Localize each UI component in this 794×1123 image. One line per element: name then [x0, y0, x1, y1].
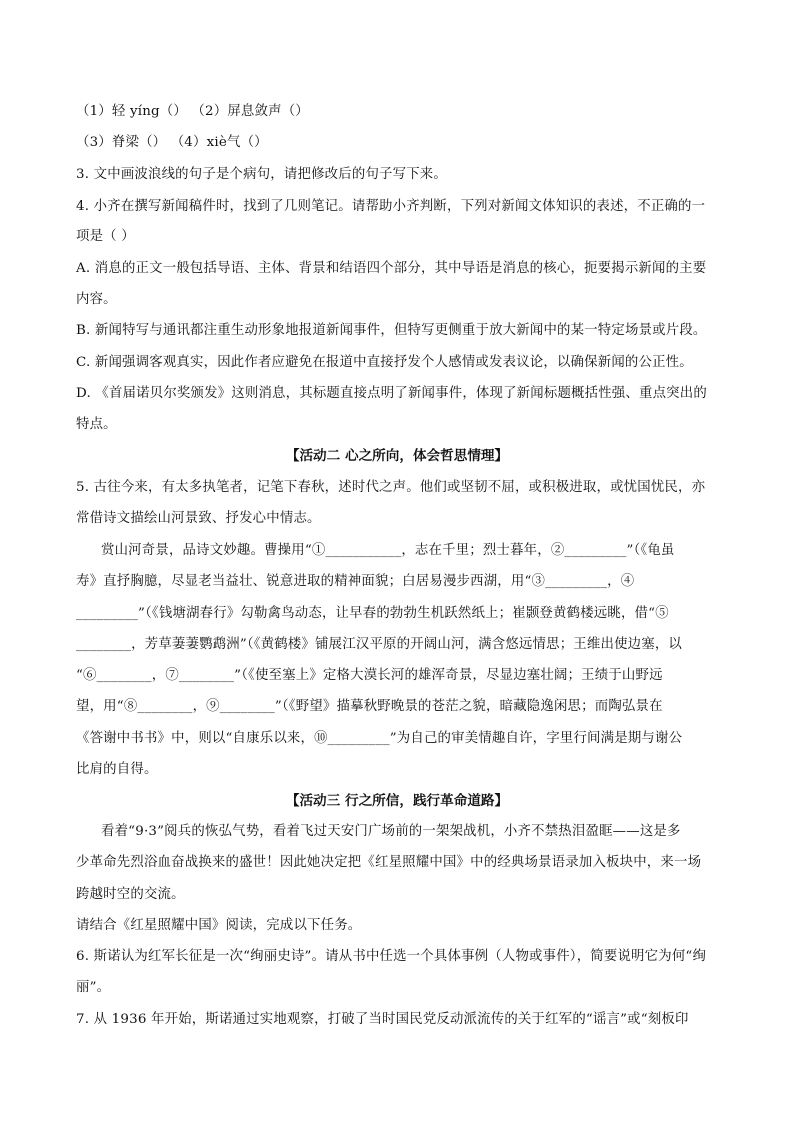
question-4: 4. 小齐在撰写新闻稿件时，找到了几则笔记。请帮助小齐判断，下列对新闻文体知识的表述，不正确的一: [76, 199, 706, 214]
text-line: 请结合《红星照耀中国》阅读，完成以下任务。: [76, 918, 362, 933]
section-heading-activity-3: 【活动三 行之所信，践行革命道路】: [285, 793, 509, 809]
text-line: 丽”。: [76, 980, 111, 995]
text-line: 项是（ ）: [76, 229, 135, 244]
paragraph-line: 望，用“⑧________，⑨________”（《野望》描摹秋野晚景的苍茫之貌，暗藏隐逸闲思；而陶弘景在: [76, 699, 663, 714]
paragraph-line: 看着“9·3”阅兵的恢弘气势，看着飞过天安门广场前的一架架战机，小齐不禁热泪盈眶——这是多: [101, 824, 681, 839]
section-heading-activity-2: 【活动二 心之所向，体会哲思情理】: [285, 448, 509, 464]
paragraph-line: 寿》直抒胸臆，尽显老当益壮、锐意进取的精神面貌；白居易漫步西湖，用“③_________，④: [76, 574, 635, 589]
question-6: 6. 斯诺认为红军长征是一次“绚丽史诗”。请从书中任选一个具体事例（人物或事件），简要说明它为何“绚: [76, 949, 707, 964]
paragraph-line: ________，芳草萋萋鹦鹉洲”（《黄鹤楼》铺展江汉平原的开阔山河，满含悠远情思；王维出使边塞，以: [76, 637, 683, 652]
question-3: 3. 文中画波浪线的句子是个病句，请把修改后的句子写下来。: [76, 167, 447, 182]
paragraph-line: 比肩的自得。: [76, 762, 158, 777]
paragraph-line: 少革命先烈浴血奋战换来的盛世！因此她决定把《红星照耀中国》中的经典场景语录加入板块中，来一场: [76, 855, 702, 870]
paragraph-line: 《答谢中书书》中，则以“自康乐以来，⑩_________”为自己的审美情趣自许，字里行间满是期与谢公: [76, 731, 683, 746]
text-line: 内容。: [76, 292, 117, 307]
question-5: 5. 古往今来，有太多执笔者，记笔下春秋，述时代之声。他们或坚韧不屈，或积极进取，或忧国忧民，亦: [76, 480, 706, 495]
text-line: 常借诗文描绘山河景致、抒发心中情志。: [76, 511, 321, 526]
option-b: B. 新闻特写与通讯都注重生动形象地报道新闻事件，但特写更侧重于放大新闻中的某一特定场景或片段。: [76, 323, 707, 338]
paragraph-line: 跨越时空的交流。: [76, 887, 185, 902]
text-line: 特点。: [76, 417, 117, 432]
question-7: 7. 从 1936 年开始，斯诺通过实地观察，打破了当时国民党反动派流传的关于红军的“谣言”或“刻板印: [76, 1012, 689, 1027]
text-line: （1）轻 yíng（） （2）屏息敛声（）: [76, 104, 309, 119]
paragraph-line: 赏山河奇景，品诗文妙趣。曹操用“①___________，志在千里；烈士暮年，②_________”（《龟虽: [101, 543, 675, 558]
option-c: C. 新闻强调客观真实，因此作者应避免在报道中直接抒发个人感情或发表议论，以确保新闻的公正性。: [76, 355, 693, 370]
paragraph-line: “⑥________，⑦________”（《使至塞上》定格大漠长河的雄浑奇景，尽显边塞壮阔；王绩于山野远: [76, 668, 663, 683]
text-line: （3）脊梁（） （4）xiè气（）: [76, 135, 268, 150]
option-a: A. 消息的正文一般包括导语、主体、背景和结语四个部分，其中导语是消息的核心，扼要揭示新闻的主要: [76, 261, 707, 276]
paragraph-line: _________”（《钱塘湖春行》勾勒禽鸟动态，让早春的勃勃生机跃然纸上；崔颢登黄鹤楼远眺，借“⑤: [76, 606, 669, 621]
option-d: D. 《首届诺贝尔奖颁发》这则消息，其标题直接点明了新闻事件，体现了新闻标题概括性强、重点突出的: [76, 386, 707, 401]
